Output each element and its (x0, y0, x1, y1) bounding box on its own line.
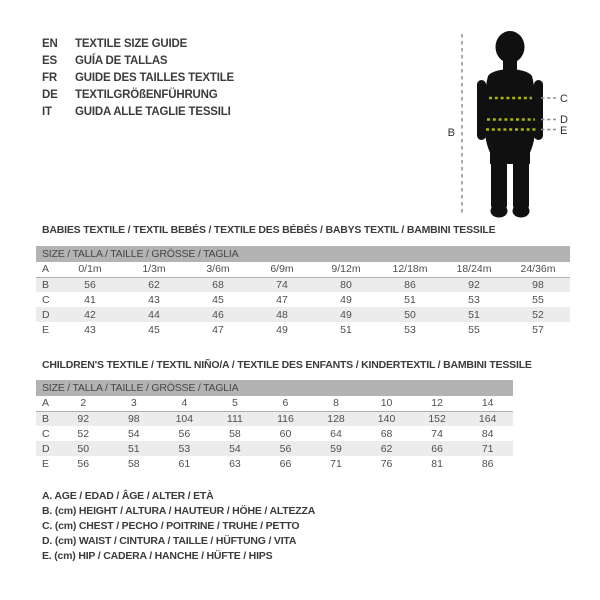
size-row-C (36, 426, 513, 441)
size-cell: 12/18m (378, 262, 442, 277)
size-cell: 59 (330, 442, 342, 455)
size-cell: 57 (532, 323, 544, 336)
size-cell: 50 (77, 442, 90, 455)
size-cell: 53 (404, 323, 416, 336)
figure-label-d: D (560, 114, 568, 126)
size-cell: 10 (361, 396, 412, 411)
language-code: IT (42, 106, 52, 118)
size-row-D (36, 307, 570, 322)
size-cell: 51 (340, 323, 352, 336)
babies-size-table (36, 246, 570, 337)
row-label: E (42, 457, 50, 470)
size-cell: 14 (462, 396, 513, 411)
language-title: GUÍA DE TALLAS (75, 55, 168, 67)
size-cell: 51 (468, 308, 480, 321)
language-title: GUIDA ALLE TAGLIE TESSILI (75, 106, 231, 118)
size-cell: 68 (212, 278, 224, 291)
size-cell: 45 (148, 323, 160, 336)
size-cell: 74 (431, 427, 443, 440)
size-cell: 62 (380, 442, 393, 455)
size-cell: 71 (330, 457, 342, 470)
size-cell: 56 (178, 427, 191, 440)
language-row (42, 70, 234, 87)
size-cell: 64 (330, 427, 342, 440)
size-cell: 53 (468, 293, 480, 306)
size-cell: 8 (311, 396, 362, 411)
size-cell: 76 (380, 457, 393, 470)
child-silhouette (477, 31, 543, 218)
language-code: ES (42, 55, 57, 67)
size-cell: 49 (276, 323, 288, 336)
size-cell: 48 (276, 308, 288, 321)
size-cell: 56 (77, 457, 90, 470)
size-cell: 42 (84, 308, 96, 321)
children-size-table (36, 380, 513, 471)
size-table-header-row (36, 380, 513, 396)
size-cell: 5 (210, 396, 261, 411)
language-code: DE (42, 89, 58, 101)
size-cell: 58 (127, 457, 140, 470)
size-cell: 47 (276, 293, 288, 306)
size-cell: 58 (229, 427, 241, 440)
measurement-legend (42, 489, 315, 564)
size-cell: 50 (404, 308, 416, 321)
row-label: A (36, 396, 58, 411)
row-label: D (42, 308, 50, 321)
row-label: B (42, 412, 50, 425)
size-cell: 92 (77, 412, 90, 425)
size-cell: 2 (58, 396, 109, 411)
size-table-header-row (36, 246, 570, 262)
size-cell: 52 (532, 308, 544, 321)
row-label: E (42, 323, 50, 336)
size-cell: 46 (212, 308, 224, 321)
size-row-E (36, 322, 570, 337)
size-cell: 140 (377, 412, 396, 425)
size-table-header: SIZE / TALLA / TAILLE / GRÖSSE / TAGLIA (36, 246, 570, 262)
size-cell: 9/12m (314, 262, 378, 277)
size-cell: 74 (276, 278, 288, 291)
row-label: B (42, 278, 50, 291)
size-cell: 60 (279, 427, 292, 440)
size-cell: 128 (327, 412, 345, 425)
size-cell: 164 (478, 412, 497, 425)
figure-label-e: E (560, 125, 568, 137)
language-list (42, 36, 234, 121)
size-cell: 111 (226, 412, 243, 425)
figure-label-c: C (560, 93, 568, 105)
size-cell: 49 (340, 293, 352, 306)
size-cell: 55 (468, 323, 480, 336)
size-row-B (36, 411, 513, 426)
child-measurement-diagram (435, 18, 595, 228)
row-label: A (36, 262, 58, 277)
size-cell: 66 (279, 457, 292, 470)
size-cell: 84 (481, 427, 494, 440)
size-cell: 43 (84, 323, 96, 336)
size-cell: 45 (212, 293, 224, 306)
children-table-title: CHILDREN'S TEXTILE / TEXTIL NIÑO/A / TEXTILE DES ENFANTS / KINDERTEXTIL / BAMBINI TESSILE (42, 359, 532, 371)
size-cell: 56 (84, 278, 96, 291)
size-cell: 98 (532, 278, 544, 291)
size-cell: 54 (229, 442, 241, 455)
babies-table-title: BABIES TEXTILE / TEXTIL BEBÉS / TEXTILE DES BÉBÉS / BABYS TEXTIL / BAMBINI TESSILE (42, 224, 496, 236)
size-cell: 62 (148, 278, 160, 291)
size-cell: 52 (77, 427, 90, 440)
size-cell: 43 (148, 293, 160, 306)
figure-label-b: B (447, 127, 455, 139)
size-cell: 61 (178, 457, 191, 470)
language-title: TEXTILGRÖßENFÜHRUNG (75, 89, 218, 101)
size-cell: 86 (481, 457, 494, 470)
row-label: C (42, 293, 50, 306)
size-cell: 1/3m (122, 262, 186, 277)
size-cell: 68 (380, 427, 393, 440)
language-row (42, 36, 234, 53)
size-cell: 63 (229, 457, 241, 470)
size-cell: 98 (127, 412, 140, 425)
size-cell: 4 (159, 396, 210, 411)
size-cell: 41 (84, 293, 96, 306)
size-cell: 71 (481, 442, 494, 455)
row-label: C (42, 427, 50, 440)
size-cell: 6 (260, 396, 311, 411)
language-code: EN (42, 38, 58, 50)
size-cell: 3 (109, 396, 160, 411)
size-cell: 80 (340, 278, 352, 291)
row-label: D (42, 442, 50, 455)
language-title: TEXTILE SIZE GUIDE (75, 38, 188, 50)
legend-line-e: E. (cm) HIP / CADERA / HANCHE / HÜFTE / HIPS (42, 550, 273, 562)
size-cell: 54 (127, 427, 140, 440)
size-cell: 104 (175, 412, 194, 425)
size-row-A (36, 262, 570, 277)
size-cell: 49 (340, 308, 352, 321)
size-cell: 18/24m (442, 262, 506, 277)
language-row (42, 104, 234, 121)
legend-line-a: A. AGE / EDAD / ÂGE / ALTER / ETÀ (42, 490, 214, 502)
size-cell: 0/1m (58, 262, 122, 277)
size-table-header: SIZE / TALLA / TAILLE / GRÖSSE / TAGLIA (36, 380, 513, 396)
language-title: GUIDE DES TAILLES TEXTILE (75, 72, 234, 84)
size-row-E (36, 456, 513, 471)
size-cell: 152 (428, 412, 446, 425)
size-cell: 51 (404, 293, 416, 306)
size-cell: 55 (532, 293, 544, 306)
legend-line-c: C. (cm) CHEST / PECHO / POITRINE / TRUHE / PETTO (42, 520, 300, 532)
size-cell: 66 (431, 442, 443, 455)
size-cell: 86 (404, 278, 416, 291)
size-cell: 81 (431, 457, 443, 470)
size-cell: 53 (178, 442, 191, 455)
size-cell: 24/36m (506, 262, 570, 277)
size-cell: 47 (212, 323, 224, 336)
size-cell: 116 (277, 412, 294, 425)
size-row-B (36, 277, 570, 292)
legend-line-b: B. (cm) HEIGHT / ALTURA / HAUTEUR / HÖHE / ALTEZZA (42, 505, 316, 517)
size-cell: 6/9m (250, 262, 314, 277)
size-cell: 92 (468, 278, 480, 291)
size-row-A (36, 396, 513, 411)
language-code: FR (42, 72, 57, 84)
size-cell: 51 (127, 442, 140, 455)
size-cell: 12 (412, 396, 463, 411)
language-row (42, 53, 234, 70)
legend-line-d: D. (cm) WAIST / CINTURA / TAILLE / HÜFTUNG / VITA (42, 535, 297, 547)
size-row-D (36, 441, 513, 456)
size-cell: 3/6m (186, 262, 250, 277)
size-row-C (36, 292, 570, 307)
size-cell: 56 (279, 442, 292, 455)
size-cell: 44 (148, 308, 160, 321)
language-row (42, 87, 234, 104)
